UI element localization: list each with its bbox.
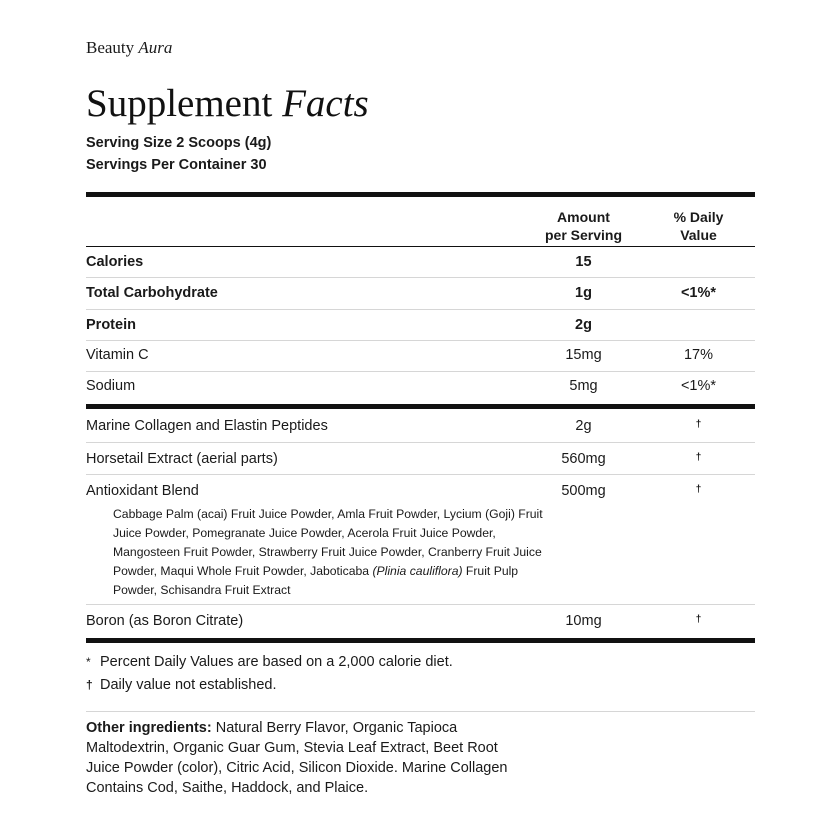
nutrient-name: Sodium <box>86 378 136 394</box>
footnote-text: Daily value not established. <box>100 677 277 693</box>
nutrient-name: Vitamin C <box>86 347 149 363</box>
nutrient-amount: 5mg <box>569 378 598 394</box>
table-row <box>86 475 755 604</box>
brand-word-italic: Aura <box>138 38 173 57</box>
nutrient-name: Total Carbohydrate <box>86 285 218 301</box>
table-row <box>86 247 755 277</box>
divider-thick <box>86 638 755 643</box>
nutrient-name: Calories <box>86 254 144 270</box>
dv-header-line1: % Daily <box>673 209 724 225</box>
amount-header-line1: Amount <box>557 209 610 225</box>
ingredient-name: Boron (as Boron Citrate) <box>86 613 244 629</box>
dv-header-line2: Value <box>680 227 717 243</box>
blend-text-end: Fruit Pulp Powder, Schisandra Fruit Extract <box>113 564 519 597</box>
page-title <box>86 80 369 128</box>
amount-header <box>526 208 641 244</box>
dagger-mark: † <box>695 452 702 463</box>
servings-per-container: Servings Per Container 30 <box>86 157 267 173</box>
nutrient-amount: 15 <box>575 254 592 270</box>
table-row <box>86 409 755 442</box>
dv-header <box>651 208 746 244</box>
ingredient-name: Antioxidant Blend <box>86 483 199 499</box>
nutrient-amount: 1g <box>575 285 592 301</box>
blend-text: Cabbage Palm (acai) Fruit Juice Powder, Amla Fruit Powder, Lycium (Goji) Fruit Juice Powder, Pomegranate Juice Powder, Acerola Fruit Juice Powder, Mangosteen Fruit Powder, Strawberry Fruit Juice Powder, Cranberry Fruit Juice Powder, Maqui Whole Fruit Powder, Jaboticaba <box>113 507 543 578</box>
table-row <box>86 605 755 638</box>
brand-word: Beauty <box>86 38 135 57</box>
divider <box>86 711 755 712</box>
brand-logo <box>86 38 172 58</box>
nutrient-amount: 2g <box>575 317 592 333</box>
ingredient-name: Horsetail Extract (aerial parts) <box>86 451 278 467</box>
asterisk-mark: * <box>86 655 91 669</box>
blend-text-italic: (Plinia cauliflora) <box>372 564 463 578</box>
ingredient-name: Marine Collagen and Elastin Peptides <box>86 418 328 434</box>
ingredient-amount: 2g <box>575 418 592 434</box>
table-row <box>86 341 755 371</box>
nutrient-dv: <1%* <box>680 285 717 301</box>
amount-header-line2: per Serving <box>544 227 623 243</box>
nutrient-dv: <1%* <box>680 378 717 394</box>
title-word: Supplement <box>86 82 273 125</box>
dagger-mark: † <box>695 419 702 430</box>
ingredient-amount: 560mg <box>561 451 606 467</box>
table-header <box>86 197 755 246</box>
nutrient-dv: 17% <box>683 347 714 363</box>
table-row <box>86 278 755 309</box>
other-ingredients-label: Other ingredients: <box>86 720 212 736</box>
table-row <box>86 310 755 340</box>
facts-table <box>86 192 755 643</box>
dagger-mark: † <box>695 614 702 625</box>
table-row <box>86 443 755 474</box>
footnote-text: Percent Daily Values are based on a 2,000 calorie diet. <box>100 654 453 670</box>
dagger-mark: † <box>86 678 93 692</box>
other-ingredients-text: Natural Berry Flavor, Organic Tapioca Maltodextrin, Organic Guar Gum, Stevia Leaf Extract, Beet Root Juice Powder (color), Citric Acid, Silicon Dioxide. Marine Collagen Contains Cod, Saithe, Haddock, and Plaice. <box>86 720 508 796</box>
ingredient-amount: 500mg <box>561 483 606 499</box>
nutrient-amount: 15mg <box>565 347 602 363</box>
footnote-daily-values <box>86 654 453 670</box>
other-ingredients <box>86 718 516 798</box>
title-word-italic: Facts <box>282 82 369 125</box>
ingredient-amount: 10mg <box>565 613 602 629</box>
nutrient-name: Protein <box>86 317 136 333</box>
serving-size: Serving Size 2 Scoops (4g) <box>86 135 272 151</box>
dagger-mark: † <box>695 484 702 495</box>
table-row <box>86 372 755 404</box>
footnote-not-established <box>86 677 277 693</box>
blend-description <box>113 505 543 600</box>
